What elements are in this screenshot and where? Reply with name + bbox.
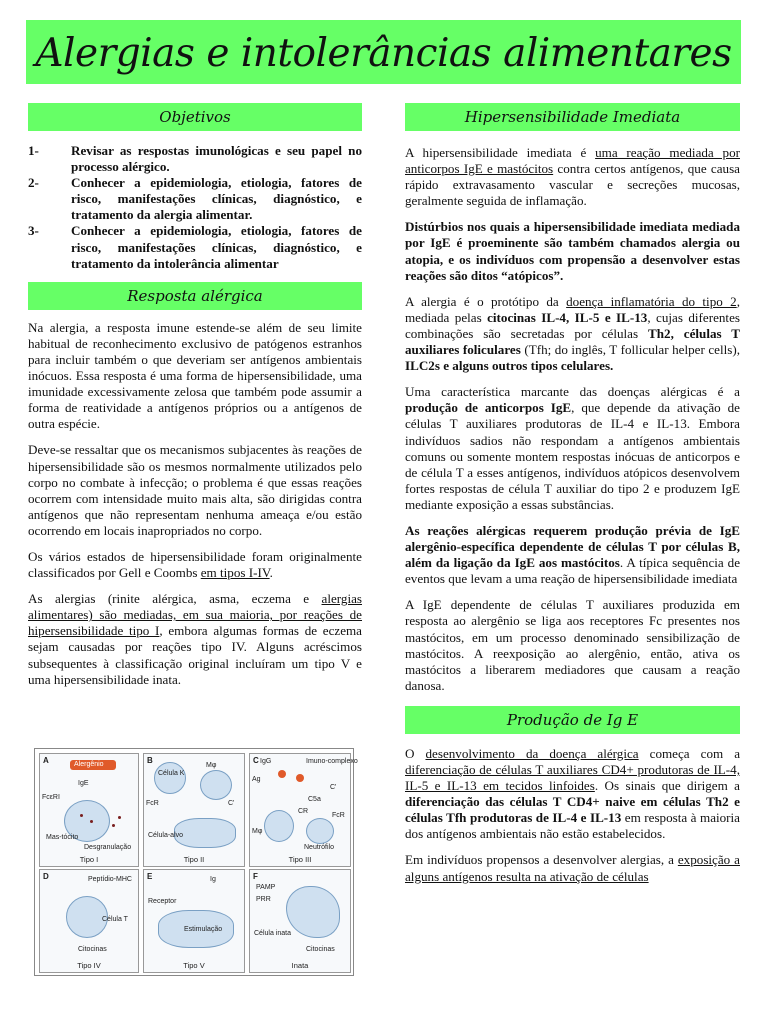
text-run: contra certos antígenos, que causa rápido extravasamento vascular e secreções mucosas, geralmente seguida de inflamação. (405, 161, 740, 209)
paragraph (28, 549, 362, 581)
panel-caption: Tipo III (288, 855, 312, 864)
text-run: , cujas diferentes combinações são secretadas por células (405, 309, 740, 341)
paragraph (405, 294, 740, 374)
figure-label: FcεRI (42, 794, 60, 801)
text-run: em resposta à maioria dos antígenos ambientais não estão estabelecidos. (405, 810, 740, 842)
figure-panel-a (39, 753, 139, 867)
figure-label: Mφ (252, 828, 263, 835)
bold-text: As reações alérgicas requerem produção prévia de IgE alergênio-específica dependente de células T por células B, além da ligação da IgE aos mastócitos (405, 522, 740, 571)
figure-panel-c (249, 753, 358, 867)
panel-letter: E (147, 872, 153, 881)
paragraph (28, 591, 362, 688)
macrophage-shape (264, 810, 294, 842)
macrophage-shape (200, 770, 232, 800)
panel-letter: B (147, 756, 153, 765)
objective-number: 1- (28, 143, 39, 158)
objective-number: 3- (28, 223, 39, 239)
paragraph (405, 523, 740, 587)
paragraph (405, 852, 740, 884)
paragraph: Na alergia, a resposta imune estende-se além de seu limite habitual de reconhecimento exclusivo de patógenos estranhos para incluir também o que deveriam ser antígenos ambientais inócuos. Essa resposta é uma forma de hipersensibilidade, uma imunidade excessivamente zelosa que também pode assumir a forma de reatividade a antígenos próprios ou a antígenos de outra espécie. (28, 319, 362, 432)
hypersensitivity-figure (34, 748, 358, 976)
objective-item (28, 223, 362, 271)
section-heading-objetivos: Objetivos (28, 103, 362, 131)
figure-label: Peptídio-MHC (88, 876, 132, 883)
figure-label: Mφ (206, 762, 217, 769)
section-heading-hipersensibilidade: Hipersensibilidade Imediata (405, 103, 740, 131)
underlined-text: exposição a alguns antígenos resulta na ativação de células (405, 852, 740, 884)
granule-dot (112, 824, 115, 827)
immune-complex-shape (296, 774, 304, 782)
target-cell-shape (174, 818, 236, 848)
figure-label: Citocinas (78, 946, 107, 953)
section-heading-resposta: Resposta alérgica (28, 282, 362, 310)
innate-cell-shape (286, 886, 340, 938)
figure-label: PRR (256, 896, 271, 903)
text-run: O (405, 745, 426, 761)
objective-text: Revisar as respostas imunológicas e seu papel no processo alérgico. (71, 143, 362, 175)
underlined-text: em tipos I-IV (200, 565, 270, 581)
figure-panel-f (249, 869, 351, 973)
figure-label: Ag (252, 776, 261, 783)
text-run: , embora algumas formas de eczema sejam causadas por reações tipo IV. Alguns acréscimos subsequentes à classificação original incluíram um tipo V e uma hipersensibilidade inata. (28, 623, 362, 687)
paragraph (405, 145, 740, 209)
figure-label: Célula-alvo (148, 832, 184, 839)
figure-label: Receptor (148, 898, 177, 905)
figure-label: Mas-tócito (46, 834, 79, 841)
figure-panel-d (39, 869, 139, 973)
figure-label: Neutrófilo (304, 844, 334, 851)
text-run: A alergia é o protótipo da (405, 293, 567, 309)
text-run: (Tfh; do inglês, T follicular helper cells), (520, 342, 740, 358)
text-run: As alergias (rinite alérgica, asma, eczema e (28, 591, 322, 607)
figure-label: Célula inata (254, 930, 291, 937)
underlined-text: doença inflamatória do tipo 2 (566, 293, 737, 309)
figure-label: Célula T (102, 916, 128, 923)
figure-label: C' (228, 800, 235, 807)
text-run: começa com a (638, 745, 741, 761)
k-cell-shape (154, 762, 186, 794)
objective-text: Conhecer a epidemiologia, etiologia, fatores de risco, manifestações clínicas, diagnóstico, e tratamento da alergia alimentar. (71, 175, 362, 223)
figure-label: CR (298, 808, 309, 815)
figure-label: C' (330, 784, 337, 791)
neutrophil-shape (306, 818, 334, 844)
section-heading-producao: Produção de Ig E (405, 706, 740, 734)
bold-text: produção de anticorpos IgE (405, 400, 572, 416)
text-run: Uma característica marcante das doenças alérgicas é a (405, 384, 740, 400)
bold-text: citocinas IL-4, IL-5 e IL-13 (487, 309, 648, 325)
granule-dot (118, 816, 121, 819)
bold-text: ILC2s e alguns outros tipos celulares. (405, 358, 614, 374)
figure-label: Célula K (158, 770, 185, 777)
text-run: . A típica sequência de eventos que levam a uma reação de hipersensibilidade imediata (405, 555, 740, 587)
text-run: Os vários estados de hipersensibilidade foram originalmente classificados por Gell e Coombs (28, 548, 362, 581)
panel-caption: Tipo I (79, 855, 99, 864)
panel-letter: F (253, 872, 258, 881)
figure-label: Imuno-complexo (306, 758, 358, 765)
bold-text: diferenciação das células T CD4+ naive em células Th2 e células Tfh produtoras de IL-4 e IL-13 (405, 794, 740, 826)
paragraph: A IgE dependente de células T auxiliares produzida em resposta ao alergênio se liga aos receptores Fc presentes nos mastócitos, em um processo denominado sensibilização de mastócitos. A reexposição ao alergênio, então, ativa os mastócitos a liberarem mediadores que causam a reação danosa. (405, 597, 740, 693)
figure-panel-e (143, 869, 245, 973)
panel-caption: Tipo IV (77, 961, 101, 970)
figure-label: PAMP (256, 884, 276, 891)
figure-label: Citocinas (306, 946, 335, 953)
underlined-text: desenvolvimento da doença alérgica (425, 745, 639, 761)
panel-letter: C (253, 756, 259, 765)
granule-dot (90, 820, 93, 823)
figure-label: Ig (210, 876, 216, 883)
panel-caption: Tipo V (183, 961, 205, 970)
underlined-text: alergias alimentares) são mediadas, em sua maioria, por reações de hipersensibilidade tipo I (28, 591, 362, 639)
text-run: Em indivíduos propensos a desenvolver alergias, a (405, 852, 678, 868)
paragraph: Distúrbios nos quais a hipersensibilidade imediata mediada por IgE é proeminente são também chamados alergia ou atopia, e os indivíduos com propensão a desenvolver estas reações são ditos “atópicos”. (405, 219, 740, 283)
text-run: A hipersensibilidade imediata é (405, 145, 596, 160)
underlined-text: diferenciação de células T auxiliares CD4+ produtoras de IL-4, IL-5 e IL-13 em tecidos linfoides (405, 762, 740, 794)
objective-item (28, 143, 362, 175)
figure-panel-b (143, 753, 245, 867)
immune-complex-shape (278, 770, 286, 778)
figure-label: IgG (260, 758, 272, 765)
panel-letter: A (43, 756, 49, 765)
figure-label: Alergênio (74, 761, 104, 768)
figure-label: C5a (308, 796, 321, 803)
objectives-list (28, 143, 362, 272)
underlined-text: uma reação mediada por anticorpos IgE e mastócitos (405, 145, 740, 177)
text-run: , mediada pelas (405, 293, 740, 325)
figure-label: FcR (332, 812, 345, 819)
paragraph (405, 746, 740, 843)
granule-dot (80, 814, 83, 817)
figure-label: Estimulação (184, 926, 223, 933)
objective-text: Conhecer a epidemiologia, etiologia, fatores de risco, manifestações clínicas, diagnóstico, e tratamento da intolerância alimentar (71, 223, 362, 271)
paragraph (405, 384, 740, 513)
text-run: . Os sinais que dirigem a (594, 778, 740, 794)
figure-label: IgE (78, 780, 89, 787)
page-title: Alergias e intolerâncias alimentares (35, 31, 732, 76)
figure-label: FcR (146, 800, 159, 807)
figure-label: Desgranulação (84, 844, 132, 851)
objective-item (28, 175, 362, 223)
text-run: , que depende da ativação de células T auxiliares produtoras de IL-4 e IL-13. Embora indivíduos sadios não respondam a antígenos ambientais comuns ou somente montem respostas inócuas de anticorpos e de célula T a esses antígenos, indivíduos atópicos desenvolvem fortes respostas de célula T auxiliar do tipo 2 e produzem IgE mediante exposição a essas substâncias. (405, 400, 740, 512)
left-column (28, 103, 362, 688)
bold-text: Th2, células T auxiliares foliculares (405, 325, 741, 358)
right-column (405, 103, 740, 885)
text-run: . (269, 565, 273, 581)
panel-letter: D (43, 872, 49, 881)
panel-caption: Tipo II (183, 855, 205, 864)
title-banner (26, 20, 741, 84)
objective-number: 2- (28, 175, 39, 191)
panel-caption: Inata (291, 961, 309, 970)
paragraph: Deve-se ressaltar que os mecanismos subjacentes às reações de hipersensibilidade são os mesmos normalmente utilizados pelo corpo no combate à infecção; o problema é que essas reações ocorrem com intensidade muito mais alta, são dirigidas contra antígenos que não representam nenhuma ameaça e/ou estão ocorrendo em locais inapropriados no corpo. (28, 442, 362, 538)
